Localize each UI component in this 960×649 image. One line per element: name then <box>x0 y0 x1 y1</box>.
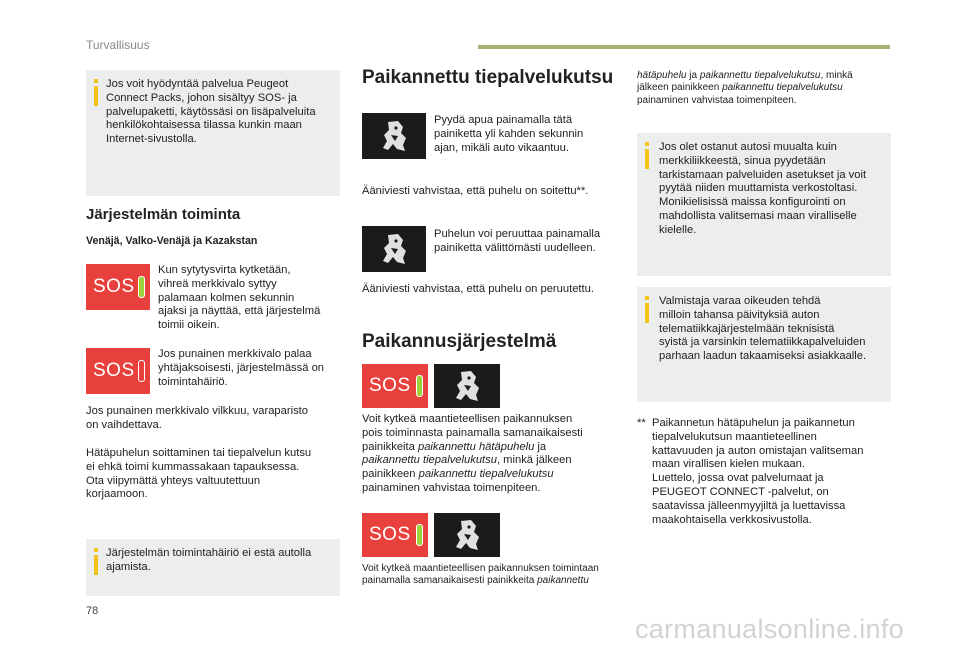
header-bar <box>478 45 890 49</box>
red-led-icon <box>138 360 145 382</box>
text-line: tarkistamaan palveluiden asetukset ja voit <box>659 168 867 181</box>
heading-location-system: Paikannusjärjestelmä <box>362 331 557 352</box>
info-box-manufacturer-updates <box>637 287 891 402</box>
subheading-countries: Venäjä, Valko-Venäjä ja Kazakstan <box>86 235 258 247</box>
info-box-foreign-purchase <box>637 133 891 276</box>
text-line: palamaan kolmen sekunnin <box>158 291 295 304</box>
sos-button-green-led <box>362 513 428 557</box>
text-line: painikkeen paikannettu tiepalvelukutsu <box>362 468 554 481</box>
text-line: ajamista. <box>106 560 151 573</box>
text-line: kattavuuden ja auton omistajan valitseman <box>652 444 864 457</box>
text-line: toimii oikein. <box>158 319 220 332</box>
text-line: Monikielisissä maissa konfigurointi on <box>659 196 846 209</box>
text-line: toimintahäiriö. <box>158 375 228 388</box>
text-line: Voit kytkeä maantieteellisen paikannuksen toimintaan <box>362 563 599 574</box>
text-line: Järjestelmän toimintahäiriö ei estä autolla <box>106 547 312 559</box>
peugeot-lion-icon <box>452 518 482 552</box>
text-line: Puhelun voi peruuttaa painamalla <box>434 228 601 240</box>
info-icon <box>94 555 98 575</box>
sos-label: SOS <box>93 276 135 297</box>
text-line: on vaihdettava. <box>86 418 162 431</box>
text-line: syistä ja varsinkin telematiikkapalveluiden <box>659 336 866 349</box>
section-label: Turvallisuus <box>86 38 150 52</box>
text-line: pyytää niiden muuttamista verkostoltasi. <box>659 182 858 195</box>
text-line: painikkeita paikannettu hätäpuhelu ja <box>362 440 547 453</box>
text-line: hätäpuhelu ja paikannettu tiepalvelukutsu, minkä <box>637 70 853 81</box>
text-line: Jos punainen merkkivalo palaa <box>158 348 312 360</box>
text-line: maakohtaisella verkkosivustolla. <box>652 513 812 526</box>
green-led-icon <box>416 375 423 397</box>
text-line: Connect Packs, johon sisältyy SOS- ja <box>106 91 297 104</box>
text-line: kielelle. <box>659 223 697 236</box>
info-icon <box>645 149 649 169</box>
text-line: painiketta välittömästi uudelleen. <box>434 241 596 254</box>
text-line: korjaamoon. <box>86 488 148 501</box>
sos-label: SOS <box>369 375 411 396</box>
page-number: 78 <box>86 605 99 617</box>
text-line: Ota viipymättä yhteys valtuutettuun <box>86 474 261 487</box>
peugeot-lion-icon <box>379 119 409 153</box>
text-line: Hätäpuhelun soittaminen tai tiepalvelun kutsu <box>86 447 312 459</box>
text-line: Internet-sivustolla. <box>106 133 197 146</box>
assistance-button <box>362 226 426 272</box>
text-line: palvelupaketti, käytössäsi on lisäpalveluita <box>106 105 316 118</box>
info-box-peugeot-connect <box>86 70 340 196</box>
text-line: painamalla samanaikaisesti painikkeita paikannettu <box>362 575 589 587</box>
sos-label: SOS <box>369 524 411 545</box>
sos-button-green-led <box>86 264 150 310</box>
green-led-icon <box>416 524 423 546</box>
info-box-malfunction <box>86 539 340 596</box>
text-line: Paikannetun hätäpuhelun ja paikannetun <box>652 417 855 429</box>
info-icon <box>645 303 649 323</box>
text-line: mahdollista valitsemasi maan viralliselle <box>659 209 857 222</box>
heading-located-assistance-call: Paikannettu tiepalvelukutsu <box>362 67 614 88</box>
text-line: Pyydä apua painamalla tätä <box>434 114 573 126</box>
info-icon <box>94 86 98 106</box>
text-line: Voit kytkeä maantieteellisen paikannuksen <box>362 413 573 425</box>
text-line: painiketta yli kahden sekunnin <box>434 127 584 140</box>
text-line: Jos voit hyödyntää palvelua Peugeot <box>106 78 289 90</box>
text-line: henkilökohtaisessa tilassa kunkin maan <box>106 119 302 132</box>
heading-system-operation: Järjestelmän toiminta <box>86 206 241 223</box>
text-line: jälkeen painikkeen paikannettu tiepalvelukutsu <box>637 82 843 94</box>
text-line: Jos olet ostanut autosi muualta kuin <box>659 141 837 153</box>
text-line: Ääniviesti vahvistaa, että puhelu on soitettu**. <box>362 185 589 197</box>
text-line: ajaksi ja näyttää, että järjestelmä <box>158 305 321 318</box>
sos-label: SOS <box>93 360 135 381</box>
text-line: pois toiminnasta painamalla samanaikaisesti <box>362 426 583 439</box>
text-line: painaminen vahvistaa toimenpiteen. <box>637 94 797 106</box>
text-line: vihreä merkkivalo syttyy <box>158 277 277 290</box>
text-line: PEUGEOT CONNECT -palvelut, on <box>652 485 829 498</box>
peugeot-lion-icon <box>452 369 482 403</box>
text-line: milloin tahansa päivityksiä auton <box>659 308 820 321</box>
text-line: parhaan laadun takaamiseksi asiakkaalle. <box>659 350 867 363</box>
text-line: tiepalvelukutsun maantieteellinen <box>652 430 817 443</box>
peugeot-lion-icon <box>379 232 409 266</box>
text-line: Kun sytytysvirta kytketään, <box>158 264 291 276</box>
text-line: saatavissa jälleenmyyjiltä ja luettavissa <box>652 499 846 512</box>
assistance-button <box>434 513 500 557</box>
text-line: painaminen vahvistaa toimenpiteen. <box>362 481 541 494</box>
text-line: Luettelo, jossa ovat palvelumaat ja <box>652 472 824 485</box>
text-line: Jos punainen merkkivalo vilkkuu, varaparisto <box>86 405 308 417</box>
watermark: carmanualsonline.info <box>635 614 904 644</box>
text-line: paikannettu tiepalvelukutsu, minkä jälkeen <box>362 454 572 467</box>
green-led-icon <box>138 276 145 298</box>
assistance-button <box>434 364 500 408</box>
text-line: yhtäjaksoisesti, järjestelmässä on <box>158 361 325 374</box>
footnote-mark: ** <box>637 417 646 429</box>
text-line: merkkiliikkeestä, sinua pyydetään <box>659 154 826 167</box>
text-line: Ääniviesti vahvistaa, että puhelu on peruutettu. <box>362 283 594 295</box>
text-line: telematiikkajärjestelmään teknisistä <box>659 322 835 335</box>
text-line: maan virallisen kielen mukaan. <box>652 458 805 471</box>
sos-button-green-led <box>362 364 428 408</box>
text-line: ajan, mikäli auto vikaantuu. <box>434 141 569 154</box>
sos-button-red-led <box>86 348 150 394</box>
text-line: Valmistaja varaa oikeuden tehdä <box>659 295 821 307</box>
text-line: ei ehkä toimi kummassakaan tapauksessa. <box>86 460 300 473</box>
assistance-button <box>362 113 426 159</box>
